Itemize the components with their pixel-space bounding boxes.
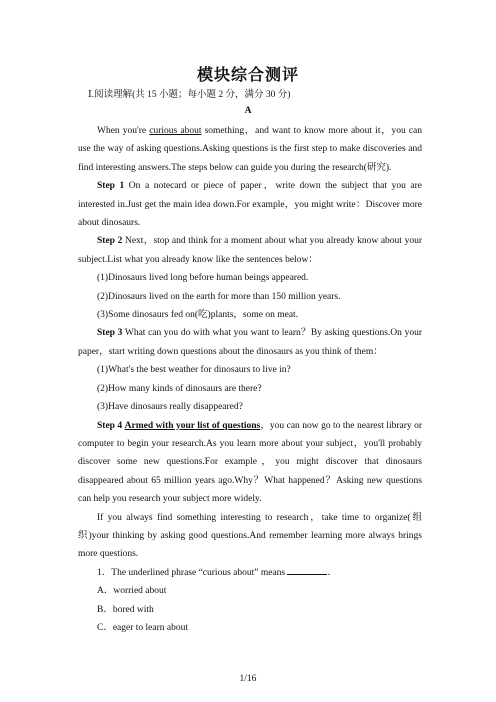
page-number: 1/16 [239, 674, 257, 684]
list-item: (2)Dinosaurs lived on the earth for more than 150 million years. [97, 291, 341, 302]
passage-body [78, 122, 422, 637]
underlined-sentence: Armed with your list of questions [124, 420, 261, 431]
list-item: (1)Dinosaurs lived long before human beings appeared. [97, 273, 309, 284]
step3-text: What can you do with what you want to learn？By asking questions.On your paper，start writing down questions about the dinosaurs as you think of them： [78, 328, 422, 357]
step2-label: Step 2 [97, 236, 123, 247]
step4-paragraph [78, 417, 422, 509]
list-item: (1)What's the best weather for dinosaurs to live in? [97, 365, 291, 376]
question-number: 1． [97, 567, 112, 578]
step2-paragraph [78, 232, 422, 269]
answer-blank [287, 565, 327, 575]
step1-text: On a notecard or piece of paper，write down the subject that you are interested in.Just get the main idea down.For example，you might write：Discover more about dinosaurs. [78, 181, 422, 229]
list-item: (2)How many kinds of dinosaurs are there? [97, 383, 262, 394]
underlined-phrase: curious about [149, 126, 202, 136]
question-1 [78, 564, 422, 582]
step3-label: Step 3 [97, 328, 123, 339]
closing-paragraph: If you always find something interesting to research，take time to organize(组织)your thinking by asking good questions.And remember learning more always brings more questions. [78, 512, 422, 560]
intro-text: When you're [97, 126, 150, 136]
option-c: C．eager to learn about [97, 622, 189, 633]
page-title: 模块综合测评 [196, 65, 299, 84]
step1-paragraph [78, 177, 422, 232]
step4-text: ，you can now go to the nearest library or computer to begin your research.As you learn more about your subject，you'll probably discover some new questions.For example，you might discover that dinosaurs disappeared about 65 million years ago.Why？What happened？Asking new questions can help you research your subject more widely. [78, 420, 422, 505]
passage-label: A [244, 106, 252, 116]
intro-text-cont: something，and want to know more about it，you can use the way of asking questions.Asking questions is the first step to make discoveries and find interesting answers.The steps below can guide you during the research(研究). [78, 126, 422, 173]
list-item: (3)Some dinosaurs fed on(吃)plants，some on meat. [97, 310, 299, 321]
option-b: B．bored with [97, 604, 154, 615]
step2-text: Next，stop and think for a moment about what you already know about your subject.List what you already know like the sentences below： [78, 236, 422, 265]
step1-label: Step 1 [97, 181, 125, 192]
intro-paragraph [78, 122, 422, 177]
section-heading: Ⅰ.阅读理解(共 15 小题；每小题 2 分，满分 30 分) [88, 90, 291, 100]
option-a: A．worried about [97, 586, 167, 597]
question-end: ． [327, 567, 337, 578]
step3-paragraph [78, 324, 422, 361]
step4-label: Step 4 [97, 420, 123, 431]
list-item: (3)Have dinosaurs really disappeared? [97, 402, 243, 413]
question-text: The underlined phrase “curious about” means [111, 567, 288, 578]
